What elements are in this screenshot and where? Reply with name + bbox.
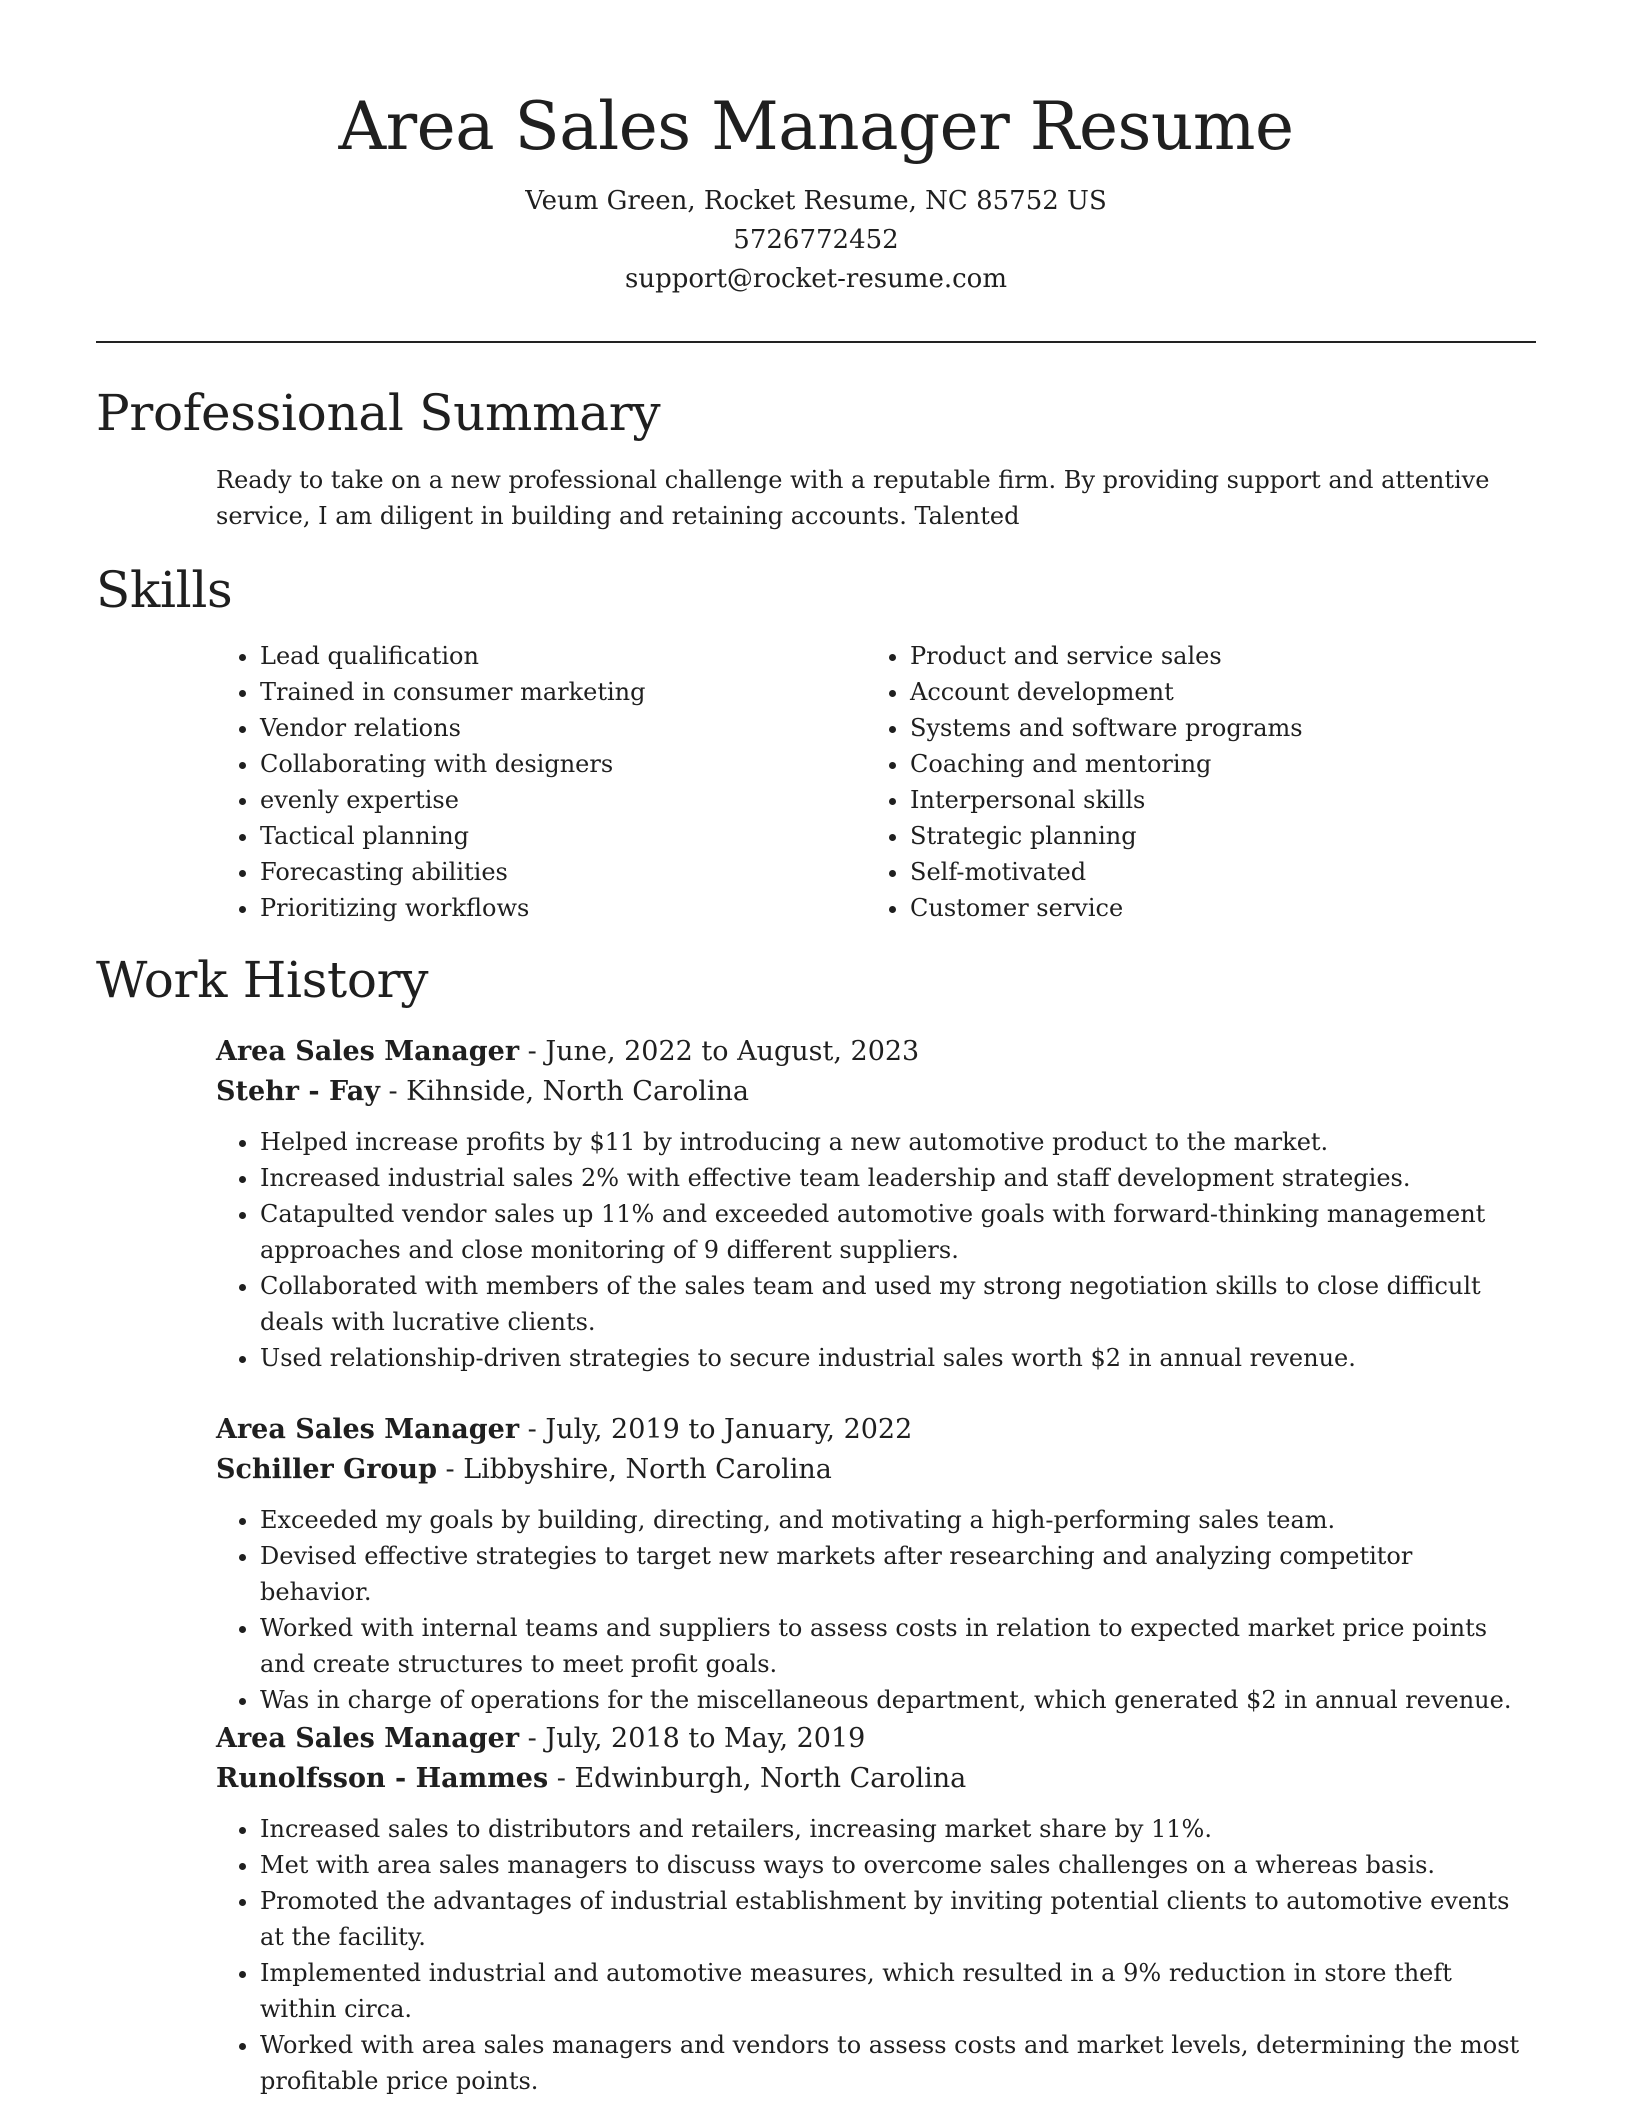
skill-item: • Product and service sales <box>910 638 1516 674</box>
job-bullet: • Increased industrial sales 2% with effective team leadership and staff development strategies. <box>260 1160 1526 1196</box>
work-history-heading: Work History <box>96 951 429 1009</box>
skill-item: • Customer service <box>910 890 1516 926</box>
job-title: Area Sales Manager <box>216 1723 520 1754</box>
job-title: Area Sales Manager <box>216 1036 520 1067</box>
contact-info <box>0 182 1632 299</box>
job-bullet: • Implemented industrial and automotive measures, which resulted in a 9% reduction in store theft within circa. <box>260 1955 1526 2027</box>
job-bullet: • Was in charge of operations for the miscellaneous department, which generated $2 in annual revenue. <box>260 1682 1526 1718</box>
job-location: - Edwinburgh, North Carolina <box>548 1763 967 1794</box>
contact-email: support@rocket-resume.com <box>624 264 1007 294</box>
skill-item: • Forecasting abilities <box>260 854 836 890</box>
skills-list-left <box>216 638 836 926</box>
job-bullet: • Promoted the advantages of industrial establishment by inviting potential clients to automotive events at the facility. <box>260 1883 1526 1955</box>
job-bullet: • Collaborated with members of the sales team and used my strong negotiation skills to close difficult deals with lucrative clients. <box>260 1268 1526 1340</box>
job-company-line <box>216 1759 1526 1799</box>
skills-column-right <box>866 638 1516 926</box>
job-bullet: • Worked with internal teams and suppliers to assess costs in relation to expected market price points and create structures to meet profit goals. <box>260 1610 1526 1682</box>
job-title-line <box>216 1719 1526 1759</box>
job-bullet: • Met with area sales managers to discuss ways to overcome sales challenges on a whereas basis. <box>260 1847 1526 1883</box>
skills-column-left <box>216 638 836 926</box>
job-title-line <box>216 1410 1526 1450</box>
job-bullets <box>216 1124 1526 1376</box>
skill-item: • Collaborating with designers <box>260 746 836 782</box>
resume-header <box>0 0 1632 299</box>
contact-phone: 5726772452 <box>733 225 899 255</box>
job-bullet: • Used relationship-driven strategies to secure industrial sales worth $2 in annual revenue. <box>260 1340 1526 1376</box>
contact-address: Veum Green, Rocket Resume, NC 85752 US <box>525 186 1107 216</box>
job-entry <box>216 1032 1526 1376</box>
job-bullet: • Increased sales to distributors and retailers, increasing market share by 11%. <box>260 1811 1526 1847</box>
skills-list-right <box>866 638 1516 926</box>
skill-item: • Systems and software programs <box>910 710 1516 746</box>
job-bullet: • Exceeded my goals by building, directing, and motivating a high-performing sales team. <box>260 1502 1526 1538</box>
job-title-line <box>216 1032 1526 1072</box>
skill-item: • Tactical planning <box>260 818 836 854</box>
job-company: Schiller Group <box>216 1454 437 1485</box>
job-entry <box>216 1410 1526 1718</box>
job-company-line <box>216 1072 1526 1112</box>
header-divider <box>96 341 1536 343</box>
job-dates: - June, 2022 to August, 2023 <box>519 1036 920 1067</box>
job-entry <box>216 1719 1526 2099</box>
job-bullets <box>216 1502 1526 1718</box>
job-location: - Kihnside, North Carolina <box>379 1076 749 1107</box>
summary-text: Ready to take on a new professional challenge with a reputable firm. By providing support and attentive service, I am diligent in building and retaining accounts. Talented <box>216 466 1490 530</box>
job-title: Area Sales Manager <box>216 1414 520 1445</box>
job-company: Stehr - Fay <box>216 1076 380 1107</box>
summary-heading: Professional Summary <box>96 384 661 442</box>
job-dates: - July, 2019 to January, 2022 <box>519 1414 913 1445</box>
skill-item: • Self-motivated <box>910 854 1516 890</box>
skill-item: • Interpersonal skills <box>910 782 1516 818</box>
skill-item: • Coaching and mentoring <box>910 746 1516 782</box>
resume-title: Area Sales Manager Resume <box>338 88 1294 165</box>
job-dates: - July, 2018 to May, 2019 <box>519 1723 866 1754</box>
skill-item: • Trained in consumer marketing <box>260 674 836 710</box>
job-bullet: • Worked with area sales managers and vendors to assess costs and market levels, determining the most profitable price points. <box>260 2027 1526 2099</box>
job-company-line <box>216 1450 1526 1490</box>
skill-item: • Prioritizing workflows <box>260 890 836 926</box>
job-location: - Libbyshire, North Carolina <box>436 1454 832 1485</box>
job-company: Runolfsson - Hammes <box>216 1763 549 1794</box>
job-bullet: • Devised effective strategies to target new markets after researching and analyzing competitor behavior. <box>260 1538 1526 1610</box>
skill-item: • Lead qualification <box>260 638 836 674</box>
job-bullets <box>216 1811 1526 2099</box>
skill-item: • Strategic planning <box>910 818 1516 854</box>
job-bullet: • Catapulted vendor sales up 11% and exceeded automotive goals with forward-thinking management approaches and close monitoring of 9 different suppliers. <box>260 1196 1526 1268</box>
skill-item: • evenly expertise <box>260 782 836 818</box>
job-bullet: • Helped increase profits by $11 by introducing a new automotive product to the market. <box>260 1124 1526 1160</box>
skills-heading: Skills <box>96 561 233 619</box>
skill-item: • Vendor relations <box>260 710 836 746</box>
skill-item: • Account development <box>910 674 1516 710</box>
